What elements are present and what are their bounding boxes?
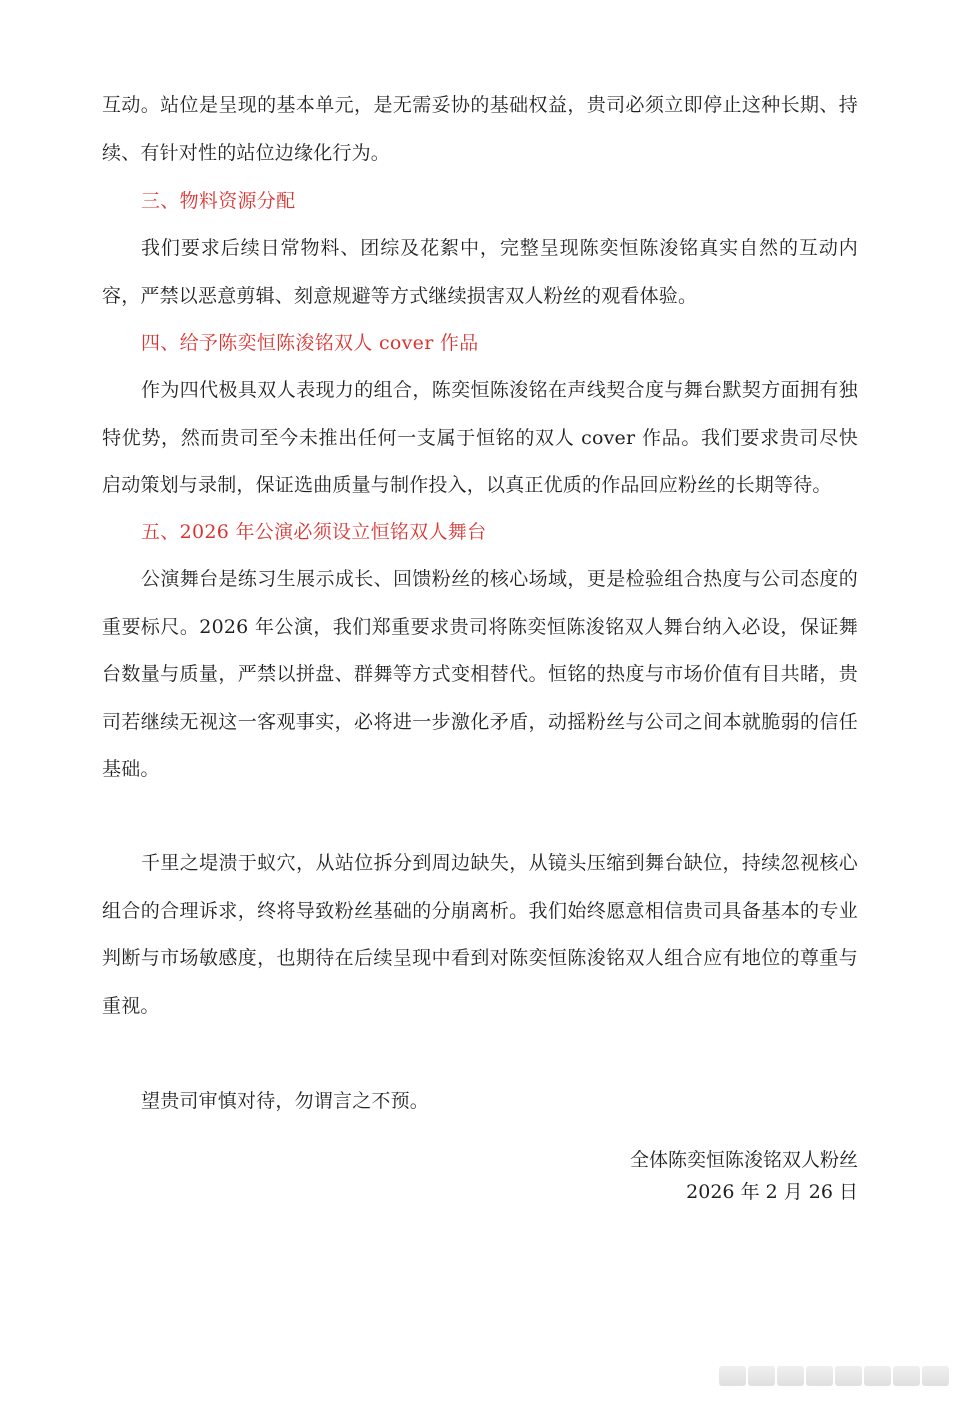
- section-heading-4: 四、给予陈奕恒陈浚铭双人 cover 作品: [141, 332, 479, 354]
- paragraph-conclusion: 千里之堤溃于蚁穴，从站位拆分到周边缺失，从镜头压缩到舞台缺位，持续忽视核心组合的合理诉求，终将导致粉丝基础的分崩离析。我们始终愿意相信贵司具备基本的专业判断与市场敏感度，也期待在后续呈现中看到对陈奕恒陈浚铭双人组合应有地位的尊重与重视。: [102, 852, 858, 1017]
- paragraph-section-3: 我们要求后续日常物料、团综及花絮中，完整呈现陈奕恒陈浚铭真实自然的互动内容，严禁以恶意剪辑、刻意规避等方式继续损害双人粉丝的观看体验。: [102, 237, 858, 307]
- paragraph-section-4: 作为四代极具双人表现力的组合，陈奕恒陈浚铭在声线契合度与舞台默契方面拥有独特优势，然而贵司至今未推出任何一支属于恒铭的双人 cover 作品。我们要求贵司尽快启动策划与录制，保证选曲质量与制作投入，以真正优质的作品回应粉丝的长期等待。: [102, 379, 858, 496]
- watermark-image: [719, 1366, 951, 1386]
- section-heading-5: 五、2026 年公演必须设立恒铭双人舞台: [141, 521, 487, 543]
- paragraph-closing: 望贵司审慎对待，勿谓言之不预。: [141, 1090, 430, 1112]
- paragraph-intro-tail: 互动。站位是呈现的基本单元，是无需妥协的基础权益，贵司必须立即停止这种长期、持续、有针对性的站位边缘化行为。: [102, 94, 858, 164]
- paragraph-section-5: 公演舞台是练习生展示成长、回馈粉丝的核心场域，更是检验组合热度与公司态度的重要标尺。2026 年公演，我们郑重要求贵司将陈奕恒陈浚铭双人舞台纳入必设，保证舞台数量与质量，严禁以拼盘、群舞等方式变相替代。恒铭的热度与市场价值有目共睹，贵司若继续无视这一客观事实，必将进一步激化矛盾，动摇粉丝与公司之间本就脆弱的信任基础。: [102, 568, 858, 780]
- section-heading-3: 三、物料资源分配: [141, 190, 296, 212]
- signature-author: 全体陈奕恒陈浚铭双人粉丝: [629, 1149, 858, 1171]
- signature-date: 2026 年 2 月 26 日: [686, 1181, 858, 1203]
